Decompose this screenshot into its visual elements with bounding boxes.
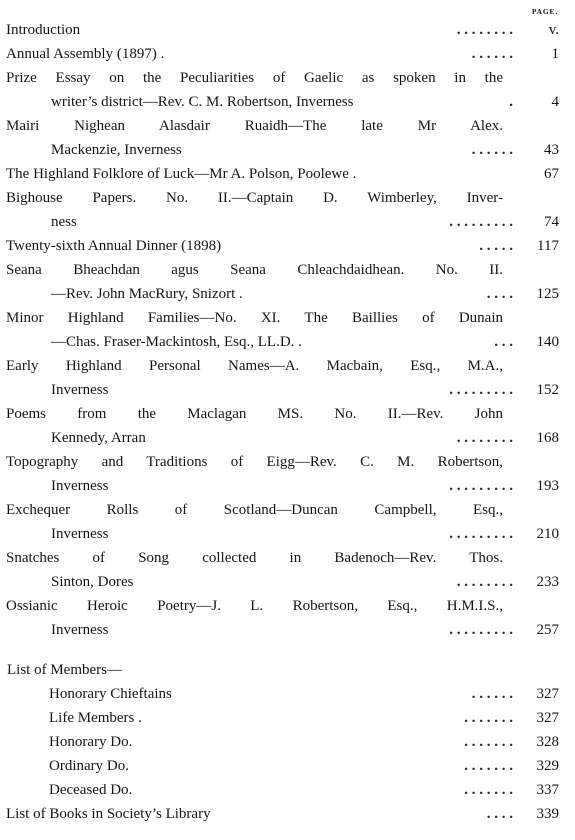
leader-dots: . . .	[494, 334, 513, 350]
entry-title: Poems from the Maclagan MS. No. II.—Rev. John	[6, 406, 503, 422]
entry-title: Ossianic Heroic Poetry—J. L. Robertson, Esq., H.M.I.S.,	[6, 598, 503, 614]
toc-entry	[0, 354, 575, 402]
toc-entry	[0, 234, 575, 258]
toc-entry	[0, 162, 575, 186]
page-number: 210	[536, 526, 559, 542]
entry-title-continued: —Rev. John MacRury, Snizort .	[51, 286, 243, 302]
members-item-label: Honorary Do.	[49, 734, 133, 750]
leader-dots: . . . .	[486, 806, 513, 822]
leader-dots: . . . . . .	[471, 46, 513, 62]
page-number: 140	[536, 334, 559, 350]
page-number: 328	[536, 734, 559, 750]
toc-entry	[0, 42, 575, 66]
leader-dots: . . . . .	[479, 238, 513, 254]
page-number: 4	[551, 94, 559, 110]
members-item	[0, 706, 575, 730]
entry-title: The Highland Folklore of Luck—Mr A. Polson, Poolewe .	[6, 166, 357, 182]
leader-dots: . . . . . . . .	[456, 574, 513, 590]
entry-title-continued: Inverness	[51, 526, 109, 542]
leader-dots: . . . . . .	[471, 686, 513, 702]
page-number: 233	[536, 574, 559, 590]
leader-dots: . . . . . . . .	[456, 430, 513, 446]
page-number: 337	[536, 782, 559, 798]
members-item	[0, 754, 575, 778]
page-number: 339	[536, 806, 559, 822]
members-section	[0, 658, 575, 802]
toc-entry	[0, 66, 575, 114]
page-number: 152	[536, 382, 559, 398]
entry-title-continued: ness	[51, 214, 77, 230]
leader-dots: . . . . . . .	[464, 782, 513, 798]
entry-title: Topography and Traditions of Eigg—Rev. C. M. Robertson,	[6, 454, 503, 470]
leader-dots: .	[509, 94, 513, 110]
entry-title: Annual Assembly (1897) .	[6, 46, 165, 62]
entry-title: Seana Bheachdan agus Seana Chleachdaidhean. No. II.	[6, 262, 503, 278]
entry-title-continued: Sinton, Dores	[51, 574, 134, 590]
leader-dots: . . . . . . .	[464, 734, 513, 750]
entry-title-continued: Mackenzie, Inverness	[51, 142, 182, 158]
leader-dots: . . . . . . . . .	[449, 214, 513, 230]
page-number: 257	[536, 622, 559, 638]
toc-entry	[0, 306, 575, 354]
entry-title: Minor Highland Families—No. XI. The Baillies of Dunain	[6, 310, 503, 326]
page-number: 193	[536, 478, 559, 494]
leader-dots: . . . . . . . . .	[449, 622, 513, 638]
section-gap	[0, 642, 575, 658]
page-number: 117	[537, 238, 559, 254]
toc-entry	[0, 450, 575, 498]
table-of-contents	[0, 18, 575, 826]
page-number: 67	[544, 166, 559, 182]
members-item-label: Life Members .	[49, 710, 142, 726]
entry-title: Prize Essay on the Peculiarities of Gaelic as spoken in the	[6, 70, 503, 86]
members-item-label: Honorary Chieftains	[49, 686, 172, 702]
entry-title-continued: —Chas. Fraser-Mackintosh, Esq., LL.D. .	[51, 334, 302, 350]
entry-title-continued: Inverness	[51, 622, 109, 638]
page-number: 74	[544, 214, 559, 230]
toc-entry	[0, 498, 575, 546]
toc-entry	[0, 594, 575, 642]
leader-dots: . . . . . . .	[464, 758, 513, 774]
entry-title-continued: Inverness	[51, 382, 109, 398]
page-number: 1	[551, 46, 559, 62]
page-number: 125	[536, 286, 559, 302]
entry-title-continued: writer’s district—Rev. C. M. Robertson, Inverness	[51, 94, 354, 110]
toc-entry	[0, 18, 575, 42]
leader-dots: . . . .	[486, 286, 513, 302]
members-heading: List of Members—	[7, 662, 122, 678]
members-item-label: Ordinary Do.	[49, 758, 129, 774]
toc-entry	[0, 186, 575, 234]
entry-title: Introduction	[6, 22, 81, 38]
members-item	[0, 778, 575, 802]
toc-entry	[0, 802, 575, 826]
entry-title-continued: Inverness	[51, 478, 109, 494]
entry-title-continued: Kennedy, Arran	[51, 430, 146, 446]
page-number: 168	[536, 430, 559, 446]
page-column-label: PAGE.	[531, 7, 558, 16]
leader-dots: . . . . . .	[471, 142, 513, 158]
members-item-label: Deceased Do.	[49, 782, 133, 798]
members-item	[0, 682, 575, 706]
leader-dots: . . . . . . . .	[456, 22, 513, 38]
members-item	[0, 730, 575, 754]
leader-dots: . . . . . . . . .	[449, 382, 513, 398]
entry-title: Exchequer Rolls of Scotland—Duncan Campbell, Esq.,	[6, 502, 503, 518]
entry-title: Twenty-sixth Annual Dinner (1898)	[6, 238, 222, 254]
page-number: 329	[536, 758, 559, 774]
leader-dots: . . . . . . .	[464, 710, 513, 726]
entry-title: Snatches of Song collected in Badenoch—Rev. Thos.	[6, 550, 503, 566]
leader-dots: . . . . . . . . .	[449, 478, 513, 494]
page-number: 327	[536, 710, 559, 726]
entry-title: Early Highland Personal Names—A. Macbain, Esq., M.A.,	[6, 358, 503, 374]
entry-title: Bighouse Papers. No. II.—Captain D. Wimberley, Inver-	[6, 190, 503, 206]
page-number: 327	[536, 686, 559, 702]
leader-dots: . . . . . . . . .	[449, 526, 513, 542]
toc-entry	[0, 258, 575, 306]
toc-entry	[0, 402, 575, 450]
page-number: 43	[544, 142, 559, 158]
entry-title: Mairi Nighean Alasdair Ruaidh—The late Mr Alex.	[6, 118, 503, 134]
page-number: v.	[548, 22, 559, 38]
toc-entry	[0, 114, 575, 162]
entry-title: List of Books in Society’s Library	[6, 806, 211, 822]
toc-entry	[0, 546, 575, 594]
